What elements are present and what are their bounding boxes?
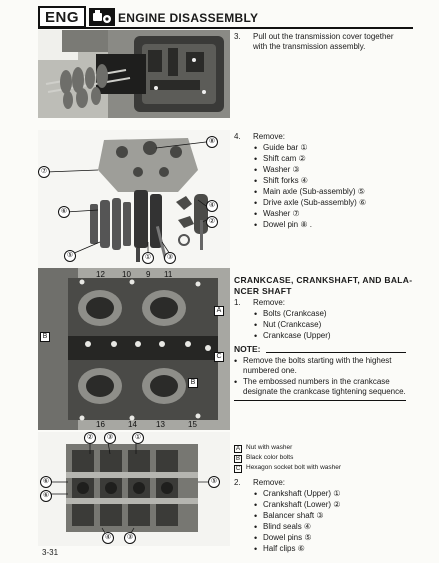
step3-number: 3. xyxy=(234,32,241,41)
bolt-number: 9 xyxy=(146,270,151,279)
cc-step2-heading: Remove: xyxy=(253,478,286,487)
callout-5: ⑤ xyxy=(208,476,220,488)
note-bullet2-line2: designate the crankcase tightening sequence. xyxy=(243,387,406,396)
photo-crankcase-bolts xyxy=(38,268,230,430)
callout-1: ① xyxy=(132,432,144,444)
callout-3: ③ xyxy=(124,532,136,544)
cc-step1-number: 1. xyxy=(234,298,241,307)
legend-key: A xyxy=(235,446,240,452)
note-top-rule xyxy=(266,352,406,353)
bolt-type-box: B xyxy=(40,332,50,342)
legend-key: B xyxy=(235,456,240,462)
legend-text: Black color bolts xyxy=(246,454,294,461)
section-badge-label: ENG xyxy=(44,9,79,26)
step4-item: • Shift forks ④ xyxy=(263,176,308,187)
callout-8: ⑧ xyxy=(206,136,218,148)
bolt-number: 13 xyxy=(156,420,165,429)
callout-3: ③ xyxy=(104,432,116,444)
bolt-number: 11 xyxy=(164,270,173,279)
cc-step1-heading: Remove: xyxy=(253,298,286,307)
step3-text-line1: Pull out the transmission cover together xyxy=(253,32,394,41)
step4-number: 4. xyxy=(234,132,241,141)
callout-3: ③ xyxy=(164,252,176,264)
legend-text: Nut with washer xyxy=(246,444,293,451)
callout-2: ② xyxy=(84,432,96,444)
step4-item: • Washer ③ xyxy=(263,165,300,176)
callout-2: ② xyxy=(206,216,218,228)
photo-transmission-parts xyxy=(38,130,230,268)
step4-item: • Dowel pin ⑧ . xyxy=(263,220,312,231)
step4-heading: Remove: xyxy=(253,132,286,141)
cc-step2-item: • Dowel pins ⑤ xyxy=(263,533,312,544)
bolt-number: 10 xyxy=(122,270,131,279)
photo-transmission-cover xyxy=(38,30,230,118)
step4-item: • Shift cam ② xyxy=(263,154,306,165)
bolt-number: 15 xyxy=(188,420,197,429)
note-label: NOTE: xyxy=(234,344,261,354)
note-bullet1-line1: • Remove the bolts starting with the highest xyxy=(243,356,392,367)
note-bullet2-line1: • The embossed numbers in the crankcase xyxy=(243,377,390,388)
section-badge xyxy=(38,6,86,28)
page-title: ENGINE DISASSEMBLY xyxy=(118,11,259,25)
engine-icon xyxy=(89,8,115,26)
cc-step2-item: • Half clips ⑥ xyxy=(263,544,305,555)
step4-item: • Drive axle (Sub-assembly) ⑥ xyxy=(263,198,366,209)
step4-item: • Washer ⑦ xyxy=(263,209,300,220)
cc-step1-item: • Nut (Crankcase) xyxy=(263,320,321,331)
legend-key: C xyxy=(235,466,241,472)
section-title-line2: NCER SHAFT xyxy=(234,286,292,296)
callout-1: ① xyxy=(142,252,154,264)
cc-step2-item: • Crankshaft (Upper) ① xyxy=(263,489,340,500)
legend-text: Hexagon socket bolt with washer xyxy=(246,464,342,471)
legend-row-b xyxy=(234,454,293,463)
bolt-type-box: B xyxy=(188,378,198,388)
step4-item: • Guide bar ① xyxy=(263,143,308,154)
page-number: 3-31 xyxy=(42,548,59,557)
note-bullet1-line2: numbered one. xyxy=(243,366,297,375)
callout-7: ⑦ xyxy=(38,166,50,178)
cc-step1-item: • Bolts (Crankcase) xyxy=(263,309,327,320)
step3-text-line2: with the transmission assembly. xyxy=(253,42,366,51)
header-rule xyxy=(38,27,413,29)
legend-row-a xyxy=(234,444,292,453)
section-title-line1: CRANKCASE, CRANKSHAFT, AND BALA- xyxy=(234,275,413,285)
callout-4: ④ xyxy=(102,532,114,544)
cc-step2-item: • Balancer shaft ③ xyxy=(263,511,324,522)
cc-step2-item: • Blind seals ④ xyxy=(263,522,311,533)
legend-row-c xyxy=(234,464,341,473)
callout-6: ⑥ xyxy=(58,206,70,218)
callout-6: ⑥ xyxy=(40,476,52,488)
callout-6: ⑥ xyxy=(40,490,52,502)
cc-step1-item: • Crankcase (Upper) xyxy=(263,331,331,342)
callout-4: ④ xyxy=(206,200,218,212)
bolt-number: 16 xyxy=(96,420,105,429)
step4-item: • Main axle (Sub-assembly) ⑤ xyxy=(263,187,365,198)
cc-step2-number: 2. xyxy=(234,478,241,487)
note-bottom-rule xyxy=(234,400,406,401)
cc-step2-item: • Crankshaft (Lower) ② xyxy=(263,500,340,511)
callout-5: ⑤ xyxy=(64,250,76,262)
bolt-number: 12 xyxy=(96,270,105,279)
bolt-number: 14 xyxy=(128,420,137,429)
photo-crankshafts xyxy=(38,432,230,546)
bolt-type-box: A xyxy=(214,306,224,316)
bolt-type-box: C xyxy=(214,352,224,362)
